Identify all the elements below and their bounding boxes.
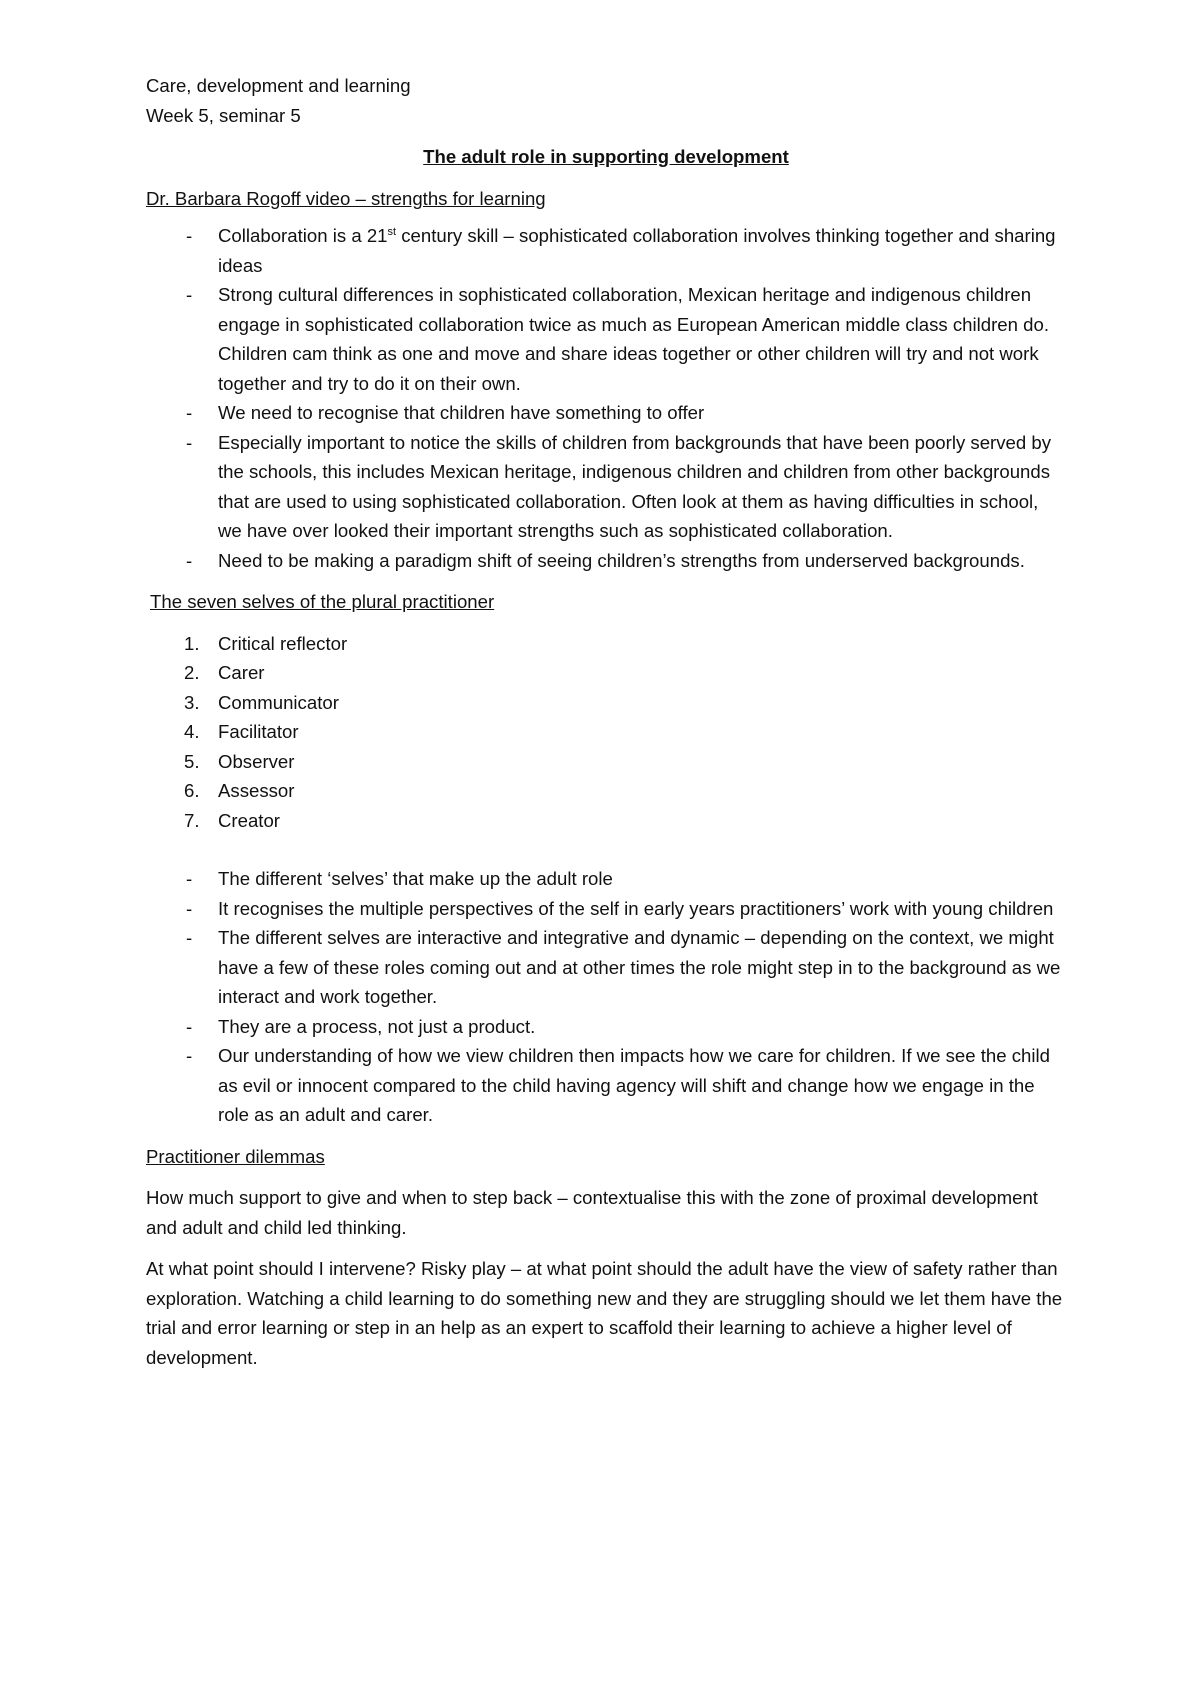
list-item	[146, 806, 1066, 836]
section-heading-seven-selves: The seven selves of the plural practitioner	[150, 591, 495, 612]
list-number: 5.	[184, 750, 200, 772]
list-number: 6.	[184, 780, 200, 801]
dilemma-paragraph: How much support to give and when to step back – contextualise this with the zone of proximal development and adult and child led thinking.	[146, 1187, 1038, 1238]
self-label: Creator	[218, 809, 281, 831]
list-number: 4.	[184, 721, 200, 742]
list-item	[146, 658, 1066, 688]
self-label: Communicator	[218, 691, 339, 713]
list-item	[146, 629, 1066, 659]
self-label: Assessor	[218, 780, 295, 801]
document-title: The adult role in supporting development	[423, 146, 789, 167]
bullet-text-pre: Collaboration is a 21	[218, 225, 388, 246]
list-item	[146, 776, 1066, 806]
rogoff-bullet-list	[146, 221, 1066, 575]
list-item: - The different ‘selves’ that make up the adult role	[146, 864, 1066, 894]
list-item	[146, 221, 1066, 280]
superscript: st	[387, 225, 397, 238]
document-page	[146, 71, 1066, 1372]
self-label: Critical reflector	[218, 632, 348, 654]
self-label: Carer	[218, 662, 265, 683]
list-item	[146, 688, 1066, 718]
course-title: Care, development and learning	[146, 75, 411, 96]
list-item	[146, 717, 1066, 747]
spacer	[146, 835, 1066, 864]
week-line: Week 5, seminar 5	[146, 104, 301, 126]
list-item: - Especially important to notice the skills of children from backgrounds that have been poorly served by the schools, this includes Mexican heritage, indigenous children and children from other backgrounds that are used to using sophisticated collaboration. Often look at them as having difficulties in school, we have over looked their important strengths such as sophisticated collaboration.	[146, 428, 1066, 546]
section-heading-dilemmas: Practitioner dilemmas	[146, 1145, 325, 1167]
bullet-text-post: century skill – sophisticated collaboration involves thinking together and sharing ideas	[218, 225, 1056, 276]
list-item: - We need to recognise that children have something to offer	[146, 398, 1066, 428]
self-label: Observer	[218, 750, 295, 772]
list-item: - They are a process, not just a product.	[146, 1012, 1066, 1042]
list-number: 3.	[184, 691, 200, 713]
list-item: - Strong cultural differences in sophisticated collaboration, Mexican heritage and indigenous children engage in sophisticated collaboration twice as much as European American middle class children do. Children cam think as one and move and share ideas together or other children will try and not work together and try to do it on their own.	[146, 280, 1066, 398]
dilemma-paragraph: At what point should I intervene? Risky play – at what point should the adult have the view of safety rather than exploration. Watching a child learning to do something new and they are struggling should we let them have the trial and error learning or step in an help as an expert to scaffold their learning to achieve a higher level of development.	[146, 1258, 1063, 1368]
list-item: - Need to be making a paradigm shift of seeing children’s strengths from underserved backgrounds.	[146, 546, 1066, 576]
list-number: 7.	[184, 809, 200, 831]
list-item: - It recognises the multiple perspectives of the self in early years practitioners’ work with young children	[146, 894, 1066, 924]
list-item: - Our understanding of how we view children then impacts how we care for children. If we see the child as evil or innocent compared to the child having agency will shift and change how we engage in the role as an adult and carer.	[146, 1041, 1066, 1130]
list-number: 2.	[184, 662, 200, 683]
section-heading-rogoff: Dr. Barbara Rogoff video – strengths for learning	[146, 187, 546, 209]
self-label: Facilitator	[218, 721, 299, 742]
list-number: 1.	[184, 632, 200, 654]
seven-selves-list	[146, 629, 1066, 836]
list-item: - The different selves are interactive and integrative and dynamic – depending on the context, we might have a few of these roles coming out and at other times the role might step in to the background as we interact and work together.	[146, 923, 1066, 1012]
selves-bullet-list	[146, 864, 1066, 1130]
list-item	[146, 747, 1066, 777]
